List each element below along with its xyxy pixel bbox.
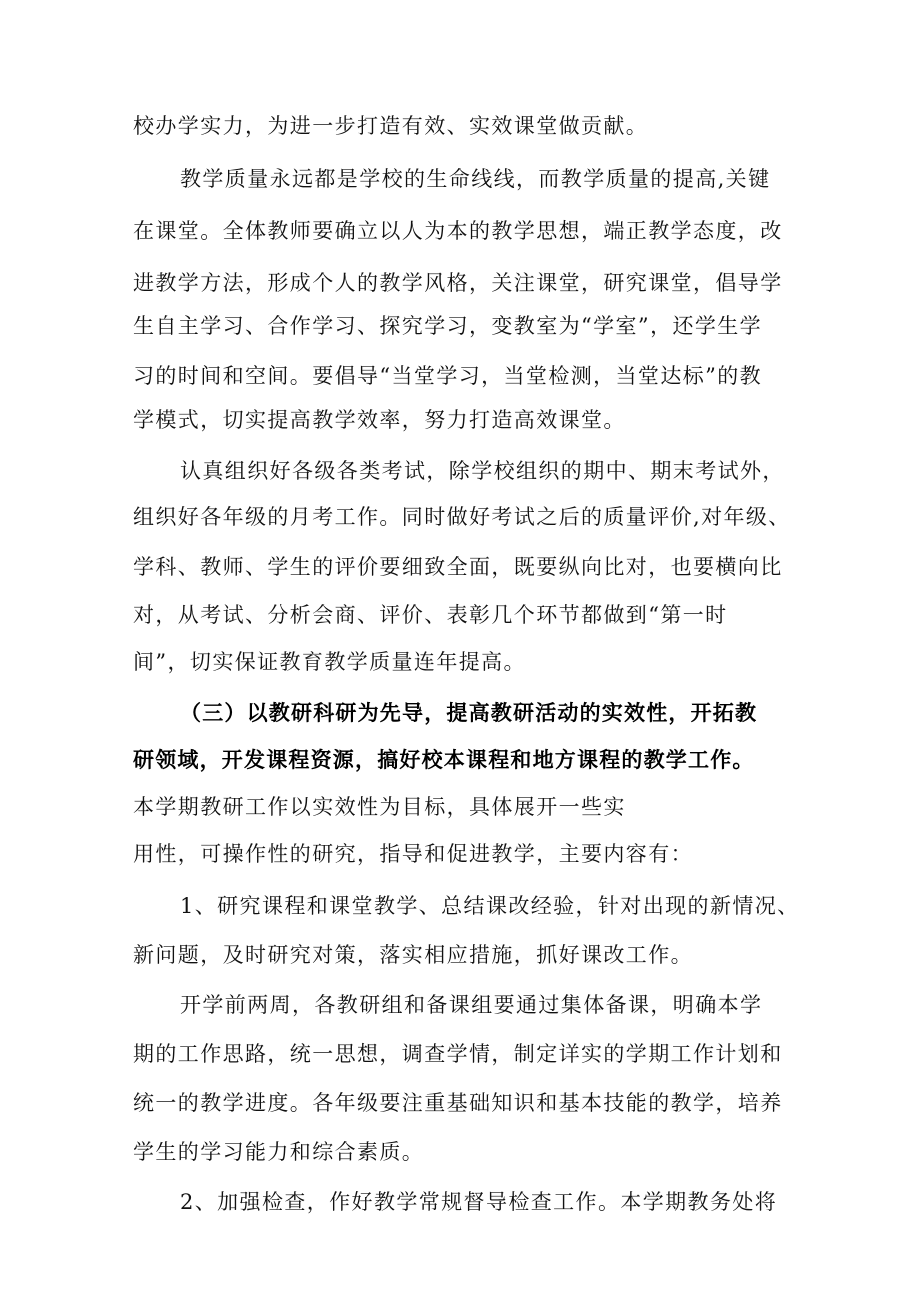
section-heading: 研领域，开发课程资源，搞好校本课程和地方课程的教学工作。 bbox=[133, 748, 755, 772]
paragraph-line: 学模式，切实提高教学效率，努力打造高效课堂。 bbox=[133, 408, 626, 432]
paragraph-line: 学科、教师、学生的评价要细致全面，既要纵向比对，也要横向比 bbox=[133, 555, 783, 579]
paragraph-line: 生自主学习、合作学习、探究学习，变教室为“学室”，还学生学 bbox=[133, 314, 763, 338]
paragraph-line: 1、研究课程和课堂教学、总结课改经验，针对出现的新情况、 bbox=[180, 894, 800, 918]
paragraph-line: 对，从考试、分析会商、评价、表彰几个环节都做到“第一时 bbox=[133, 603, 728, 627]
paragraph-line: 新问题，及时研究对策，落实相应措施，抓好课改工作。 bbox=[133, 943, 693, 967]
paragraph-line: 本学期教研工作以实效性为目标，具体展开一些实 bbox=[133, 795, 626, 819]
paragraph-line: 认真组织好各级各类考试，除学校组织的期中、期末考试外， bbox=[180, 459, 785, 483]
section-heading: （三）以教研科研为先导，提高教研活动的实效性，开拓教 bbox=[180, 701, 758, 725]
paragraph-line: 在课堂。全体教师要确立以人为本的教学思想，端正教学态度，改 bbox=[133, 219, 783, 243]
paragraph-line: 统一的教学进度。各年级要注重基础知识和基本技能的教学，培养 bbox=[133, 1091, 783, 1115]
paragraph-line: 期的工作思路，统一思想，调查学情，制定详实的学期工作计划和 bbox=[133, 1042, 783, 1066]
paragraph-line: 校办学实力，为进一步打造有效、实效课堂做贡献。 bbox=[133, 114, 649, 138]
paragraph-line: 学生的学习能力和综合素质。 bbox=[133, 1140, 425, 1164]
paragraph-line: 用性，可操作性的研究，指导和促进教学，主要内容有： bbox=[133, 842, 693, 866]
paragraph-line: 进教学方法，形成个人的教学风格，关注课堂，研究课堂，倡导学 bbox=[133, 271, 783, 295]
paragraph-line: 教学质量永远都是学校的生命线线，而教学质量的提高,关键 bbox=[180, 167, 771, 191]
paragraph-line: 间”，切实保证教育教学质量连年提高。 bbox=[133, 650, 526, 674]
paragraph-line: 习的时间和空间。要倡导“当堂学习，当堂检测，当堂达标”的教 bbox=[133, 364, 763, 388]
paragraph-line: 组织好各年级的月考工作。同时做好考试之后的质量评价,对年级、 bbox=[133, 505, 791, 529]
paragraph-line: 开学前两周，各教研组和备课组要通过集体备课，明确本学 bbox=[180, 993, 763, 1017]
paragraph-line: 2、加强检查，作好教学常规督导检查工作。本学期教务处将 bbox=[180, 1190, 778, 1214]
